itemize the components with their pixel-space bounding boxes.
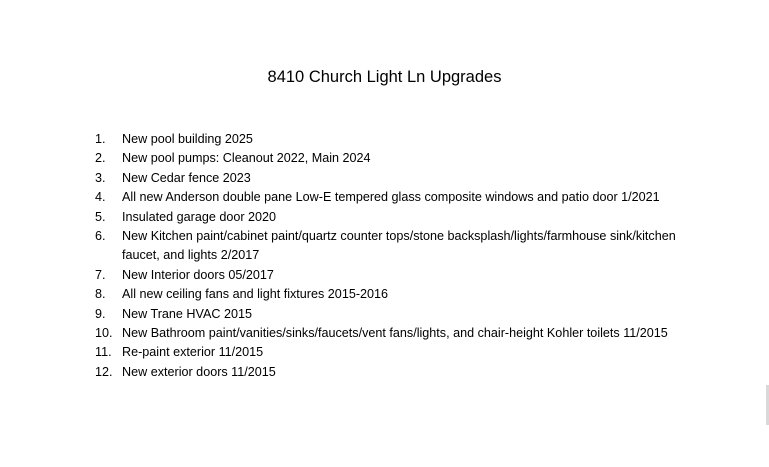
- list-item-text: All new ceiling fans and light fixtures 2015-2016: [122, 287, 389, 302]
- list-item: [0, 227, 712, 266]
- list-item: [0, 188, 712, 207]
- list-item: [0, 149, 712, 168]
- list-item: [0, 208, 712, 227]
- list-item: [0, 130, 712, 149]
- list-item-text: New Bathroom paint/vanities/sinks/faucets/vent fans/lights, and chair-height Kohler toilets 11/2015: [122, 326, 668, 341]
- list-item-text: New pool pumps: Cleanout 2022, Main 2024: [122, 151, 371, 166]
- list-item-number: 7.: [95, 267, 106, 282]
- list-item-number: 12.: [95, 364, 113, 379]
- list-item-number: 6.: [95, 229, 106, 244]
- list-item-text: New Cedar fence 2023: [122, 170, 251, 185]
- list-item-number: 9.: [95, 306, 106, 321]
- list-item: [0, 266, 712, 285]
- list-item: [0, 363, 712, 382]
- list-item-number: 11.: [95, 345, 112, 360]
- document-title: 8410 Church Light Ln Upgrades: [267, 68, 502, 86]
- list-item-text: New Trane HVAC 2015: [122, 306, 252, 321]
- list-item-number: 4.: [95, 190, 106, 205]
- list-item-text: New Kitchen paint/cabinet paint/quartz counter tops/stone backsplash/lights/farmhouse sink/kitchen faucet, and lights 2/2017: [122, 229, 676, 263]
- list-item-text: Re-paint exterior 11/2015: [122, 345, 264, 360]
- list-item-number: 8.: [95, 287, 106, 302]
- list-item: [0, 305, 712, 324]
- list-item-number: 3.: [95, 170, 106, 185]
- list-item: [0, 169, 712, 188]
- list-item-text: All new Anderson double pane Low-E tempered glass composite windows and patio door 1/2021: [122, 190, 660, 205]
- list-item-number: 5.: [95, 209, 106, 224]
- list-item: [0, 285, 712, 304]
- list-item-text: New Interior doors 05/2017: [122, 267, 274, 282]
- list-item: [0, 343, 712, 362]
- list-item-number: 1.: [95, 132, 106, 146]
- list-item-text: New exterior doors 11/2015: [122, 364, 276, 379]
- list-item-text: New pool building 2025: [122, 132, 253, 146]
- upgrades-list: [0, 130, 712, 382]
- list-item: [0, 324, 712, 343]
- list-item-number: 2.: [95, 151, 106, 166]
- list-item-text: Insulated garage door 2020: [122, 209, 277, 224]
- list-item-number: 10.: [95, 326, 113, 341]
